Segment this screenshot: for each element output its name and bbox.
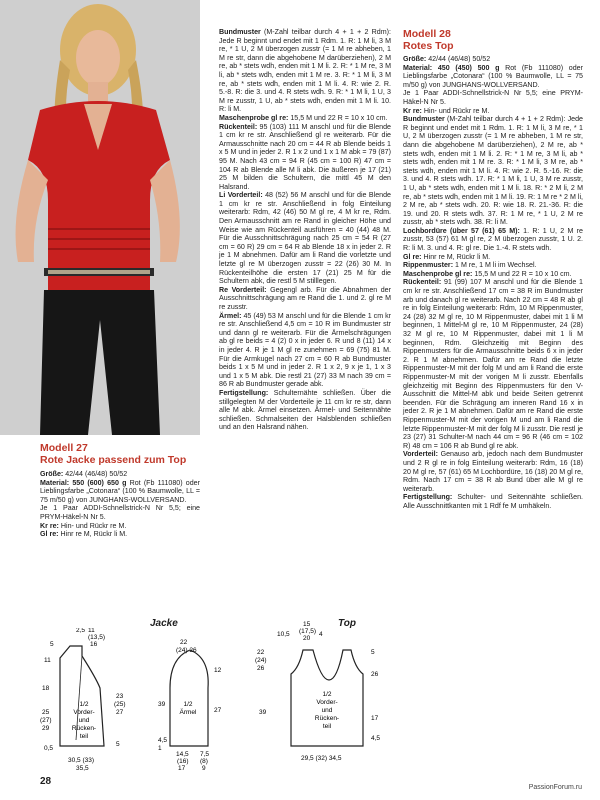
dimension: 4 — [319, 631, 323, 638]
text-paragraph: Je 1 Paar ADDI-Schnellstrick-N Nr 5,5; eine PRYM-Häkel-N Nr 5. — [403, 89, 583, 106]
dimension: 15 — [303, 621, 311, 628]
body-label: 1/2 — [79, 701, 89, 708]
dimension: (16) — [177, 758, 189, 765]
dimension: 26 — [257, 665, 265, 672]
model-illustration — [0, 0, 200, 435]
model28-heading — [403, 28, 583, 52]
body-label: Vorder- — [316, 699, 338, 706]
dimension: 7,5 — [200, 751, 210, 758]
text-paragraph: Kr re: Hin- und Rückr re M. — [403, 106, 490, 115]
top-body-outline — [291, 650, 363, 746]
body-label: und — [78, 717, 90, 724]
dimension: 25 — [42, 709, 50, 716]
dimension: (25) — [114, 701, 126, 708]
body-label: teil — [79, 733, 89, 740]
dimension: 5 — [116, 741, 120, 748]
body-label: 1/2 — [322, 691, 332, 698]
watermark: PassionForum.ru — [528, 784, 582, 791]
text-paragraph: Rippenmuster: 1 M re, 1 M li im Wechsel. — [403, 261, 537, 270]
model28-subtitle: Rotes Top — [403, 40, 454, 52]
dimension: 14,5 — [176, 751, 189, 758]
dimension: 30,5 (33) — [68, 757, 95, 764]
dimension: 5 — [50, 641, 54, 648]
page-number: 28 — [40, 776, 52, 787]
text-line: Kr re: Hin- und Rückr re M. — [40, 521, 127, 530]
dimension: 39 — [259, 709, 267, 716]
dimension: 26 — [371, 671, 379, 678]
dimension: 23 — [116, 693, 124, 700]
dimension: 18 — [42, 685, 50, 692]
dimension: 22 — [257, 649, 265, 656]
text-paragraph: Maschenprobe gl re: 15,5 M und 22 R = 10 x 10 cm. — [403, 269, 572, 278]
text-line: Gl re: Hinr re M, Rückr li M. — [40, 530, 128, 539]
text-paragraph: Bundmuster (M-Zahl teilbar durch 4 + 1 + 2 Rdm): Jede R beginnt und endet mit 1 Rdm. 1. R: 1 M li, 3 M re, * 1 U, 2 M überzogen zusstr (= 1 M re abheben, 1 M re str, dann die abgehobene M darüberziehen), 2 M re, ab * stets wdh, enden mit 1 M li. 2. R: * 1 M re, 3 M li, ab * stets wdh, enden mit 1 M re. 3. R: * 1 M li, 3 M re, ab * stets wdh, enden mit 1 M li. 4. R: wie 2. R. 5.-16. R: die 3. und 4. R stets wdh. 17. R: * 1 M li, 1 U, 3 M re zusstr, 1 U, ab * stets wdh, enden mit 1 M li. 18. R: * 2 M li, 2 M re, ab * stets wdh, enden mit 1 M li. 19. R: 1 M re * 2 M li, 2 M re, ab * stets wdh. 20. R: wie 18. R. 21.-36. R: die 19. und 20. R stets wdh. 37. R: 1 M re, * 1 U, 2 M re zusstr, ab * stets wdh. 38. R: li M. — [403, 115, 583, 227]
text-paragraph: Lochbordüre (über 57 (61) 65 M): 1. R: 1 U, 2 M re zusstr, 53 (57) 61 M gl re, 2 M überzogen zusstr, 1 U. 2. R: li M. 3. und 4. R: gl re. Die 1.-4. R stets wdh. — [403, 226, 583, 253]
dimension: 16 — [90, 641, 98, 648]
model27-subtitle: Rote Jacke passend zum Top — [40, 454, 187, 466]
dimension: 10,5 — [277, 631, 290, 638]
dimension: (8) — [200, 758, 208, 765]
dimension: 39 — [158, 701, 166, 708]
text-paragraph: Rückenteil: 91 (99) 107 M anschl und für die Blende 1 cm kr re str. Anschließend 17 cm = 38 R im Bundmuster arb und danach gl re weiterarb. Nach 22 cm = 48 R ab gl re in folg Einteilung weiterarb: Rdm, 10 M Rippenmuster, 24 (28) 32 M gl re, 10 M Rippenmuster, dabei mit 1 li M beginnen, 1 Mittel-M gl re, 10 M Rippenmuster, 24 (28) 32 M gl re, 10 M Rippenmuster, dabei mit 1 li M beginnen, Rdm. Gleichzeitig mit Beginn des Rippenmusters für die Armausschnitte beids 6 x in jeder 2. R 1 M abnehmen. Dafür am re Rand die letzte Rippenmuster-M mit der folg M und am li Rand die erste Rippenmuster-M mit der vorigen M li zusstr. Ebenfalls gleichzeitig mit Beginn des Rippenmusters für den V-Ausschnitt die Mittel-M abk und beide Seiten getrennt beenden. Für die Schrägung am inneren Rand 16 x in jeder 2. R je 1 M abnehmen. Dafür am re Rand die erste Rippenmuster-M mit der vorigen M und am li Rand die letzte Rippenmuster-M mit der folg M li zusstr. Die restl je 23 (27) 31 Schulter-M nach 44 cm = 96 R (46 cm = 102 R) 48 cm = 106 R ab Bund gl re abk. — [403, 278, 583, 450]
top-schematic-title: Top — [338, 618, 356, 629]
text-paragraph: Fertigstellung: Schulternähte schließen. Über die stillgelegten M der Vorderteile je 11 cm kr re str, dann alle M abk. Ärmel einsetzen. Ärmel- und Seitennähte schließen. Schmalseiten der Halsblenden schließen und an den Halsrand nähen. — [219, 388, 391, 432]
text-paragraph: Material: 450 (450) 500 g Rot (Fb 111080) oder Lieblingsfarbe „Cotonara“ (100 % Baumwolle, LL = 75 m/50 g) von JUNGHANS-WOLLVERSAND. — [403, 63, 583, 89]
text-paragraph: Rückenteil: 95 (103) 111 M anschl und für die Blende 1 cm kr re str. Anschließend gl re weiterarb. Für die Armausschnitte nach 20 cm = 44 R ab Blende beids 1 x 5 M und in jeder 2. R 1 x 2 und 1 x 1 M abk = 79 (87) 95 M. Nach 43 cm = 94 R (45 cm = 100 R) 47 cm = 104 R ab Blende alle M li abk. Die äußeren je 17 (21) 25 M bilden die Schultern, die mittl 45 M den Halsrand. — [219, 122, 391, 191]
dimension: 27 — [214, 707, 222, 714]
dimension: 1 — [158, 745, 162, 752]
model27-instructions — [40, 470, 200, 539]
dimension: 27 — [116, 709, 124, 716]
dimension: 12 — [214, 667, 222, 674]
text-paragraph: Ärmel: 45 (49) 53 M anschl und für die Blende 1 cm kr re str. Anschließend 4,5 cm = 10 R im Bundmuster str und dann gl re weiterarb. Für die Ärmelschrägungen ab gl re beids = 4 (2) 0 x in jeder 6. R und 8 (11) 14 x in jeder 4. R je 1 M gl re zunehmen = 69 (75) 81 M. Für die Armkugel nach 27 cm = 60 R ab Bundmuster beids 1 x 5 M und in jeder 2. R 1 x 2, 9 x je 1, 1 x 3 und 1 x 5 M abk. Die restl 21 (27) 33 M nach 39 cm = 86 R ab Bundmuster gerade abk. — [219, 311, 391, 389]
text-paragraph: Größe: 42/44 (46/48) 50/52 — [403, 55, 491, 63]
dimension: (13,5) — [88, 634, 105, 641]
model28-title: Modell 28 — [403, 28, 451, 40]
dimension: 20 — [303, 635, 311, 642]
text-line: Je 1 Paar ADDI-Schnellstrick-N Nr 5,5; eine PRYM-Häkel-N Nr 5. — [40, 504, 200, 521]
dimension: 2,5 — [76, 628, 86, 634]
dimension: (24) 26 — [176, 647, 197, 654]
text-paragraph: Fertigstellung: Schulter- und Seitennähte schließen. Alle Ausschnittkanten mit 1 Rdf fe M umhäkeln. — [403, 493, 583, 510]
dimension: 35,5 — [76, 765, 89, 772]
dimension: 11 — [88, 628, 95, 634]
sleeve-label: 1/2 — [183, 701, 193, 708]
dimension: (17,5) — [299, 628, 316, 635]
dimension: 5 — [371, 649, 375, 656]
dimension: 4,5 — [158, 737, 168, 744]
text-paragraph: Li Vorderteil: 48 (52) 56 M anschl und für die Blende 1 cm kr re str. Anschließend in folg Einteilung weiterarb: Rdm, 42 (46) 50 M gl re, 4 M kr re, Rdm. Den Armausschnitt am re Rand in gleicher Höhe und Weise wie am Rückenteil ausführen = 40 (44) 48 M. Für die Ausschnittschrägung nach 25 cm = 54 R (27 cm = 60 R) 29 cm = 64 R ab Blende 18 x in jeder 2. R je 1 M abnehmen. Dafür am li Rand die vorletzte und letzte gl re M überzogen zusstr = 22 (26) 30 M. In Rückenteilhöhe die ersten 17 (21) 25 M für die Schultern abk, die restl 5 M stilllegen. — [219, 191, 391, 286]
text-paragraph: Maschenprobe gl re: 15,5 M und 22 R = 10 x 10 cm. — [219, 113, 388, 122]
model28-instructions — [403, 28, 583, 510]
text-line: Material: 550 (600) 650 g Rot (Fb 111080) oder Lieblingsfarbe „Cotonara“ (100 % Baumwolle, LL = 75 m/50 g) von JUNGHANS-WOLLVERSAND. — [40, 478, 200, 504]
text-paragraph: Bundmuster (M-Zahl teilbar durch 4 + 1 + 2 Rdm): Jede R beginnt und endet mit 1 Rdm. 1. R: 1 M li, 3 M re, * 1 U, 2 M überzogen zusstr (= 1 M re abheben, 1 M re str, dann die abgehobene M darüberziehen), 2 M re, ab * stets wdh, enden mit 1 M li. 2. R: * 1 M re, 3 M li, ab * stets wdh, enden mit 1 M re. 3. R: * 1 M li, 3 M re, ab * stets wdh, enden mit 1 M li. 4. R: wie 2. R. 5.-8. R: die 3. und 4. R stets wdh. 9. R: * 1 M li, 1 U, 3 M re zusstr, 1 U, ab * stets wdh, enden mit 1 M li. 10. R: li M. — [219, 28, 391, 114]
dimension: 29 — [42, 725, 50, 732]
dimension: 0,5 — [44, 745, 54, 752]
dimension: 4,5 — [371, 735, 381, 742]
text-paragraph: Re Vorderteil: Gegengl arb. Für die Abnahmen der Ausschnittschrägung am re Rand die 1. und 2. gl re M re zusstr. — [219, 285, 391, 311]
body-label: teil — [322, 723, 332, 730]
model-photo — [0, 0, 200, 435]
model27-heading — [40, 442, 186, 466]
body-label: Rücken- — [71, 725, 97, 732]
body-label: Vorder- — [73, 709, 95, 716]
dimension: (27) — [40, 717, 52, 724]
dimension: 29,5 (32) 34,5 — [301, 755, 342, 762]
dimension: 22 — [180, 639, 188, 646]
jacke-schematic — [30, 628, 230, 778]
body-label: Rücken- — [314, 715, 340, 722]
top-schematic — [255, 620, 395, 780]
sleeve-label: Ärmel — [179, 709, 197, 716]
text-paragraph: Gl re: Hinr re M, Rückr li M. — [403, 252, 491, 261]
dimension: 11 — [44, 657, 51, 664]
dimension: 17 — [178, 765, 186, 772]
jacke-schematic-title: Jacke — [150, 618, 178, 629]
jacke-sleeve-outline — [170, 650, 208, 746]
text-line: Größe: 42/44 (46/48) 50/52 — [40, 470, 128, 478]
model27-instructions-continued — [219, 28, 391, 432]
dimension: 9 — [202, 765, 206, 772]
dimension: (24) — [255, 657, 267, 664]
dimension: 17 — [371, 715, 379, 722]
text-paragraph: Vorderteil: Genauso arb, jedoch nach dem Bundmuster und 2 R gl re in folg Einteilung weiterarb: Rdm, 16 (18) 20 M gl re, 57 (61) 65 M Lochbordüre, 16 (18) 20 M gl re, Rdm. Nach 17 cm = 38 R ab Bund über alle M gl re weiterarb. — [403, 450, 583, 493]
model27-title: Modell 27 — [40, 442, 88, 454]
body-label: und — [321, 707, 333, 714]
